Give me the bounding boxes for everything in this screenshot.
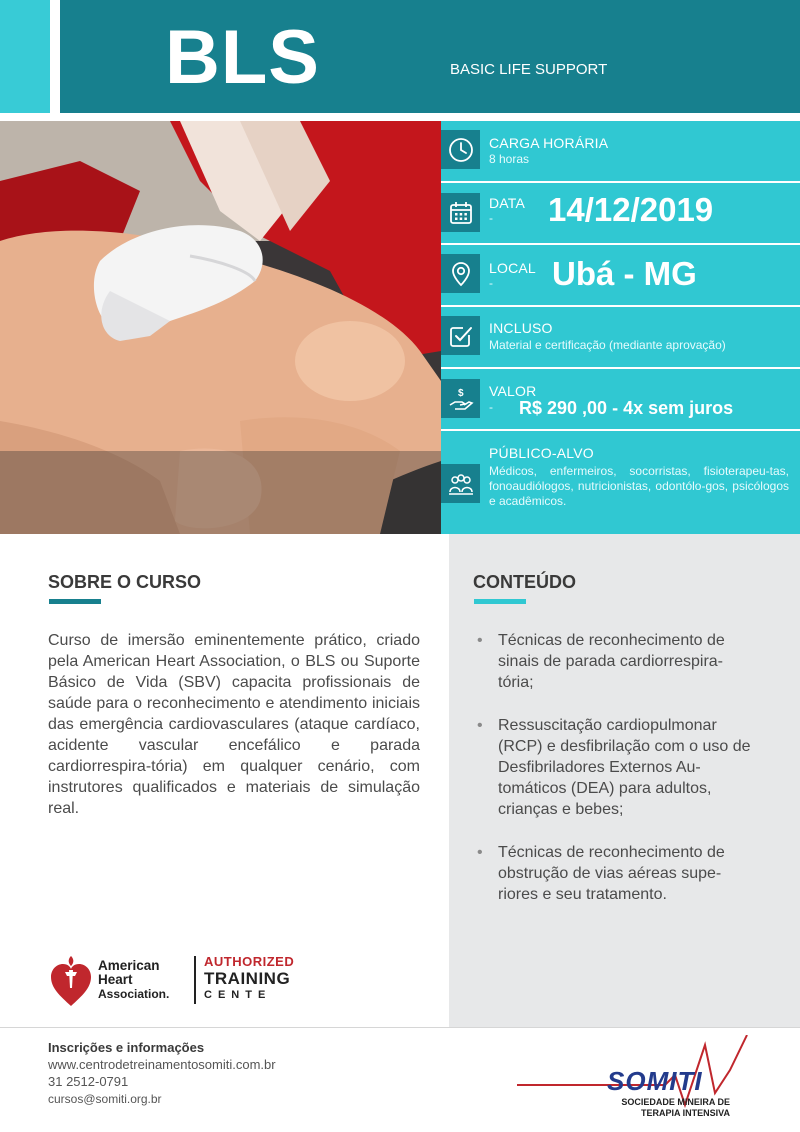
- page-subtitle: BASIC LIFE SUPPORT: [450, 61, 608, 78]
- course-info-panel: [441, 121, 800, 534]
- divider: [194, 956, 196, 1004]
- calendar-icon: [441, 193, 480, 232]
- footer-title: Inscrições e informações: [48, 1040, 205, 1055]
- info-sub: -: [489, 400, 493, 414]
- section-title-about: SOBRE O CURSO: [48, 572, 202, 592]
- section-underline: [474, 599, 526, 604]
- info-row-valor: [441, 369, 800, 431]
- aha-name-line: Association.: [98, 987, 170, 1001]
- money-hand-icon: [441, 379, 480, 418]
- info-label: LOCAL: [489, 260, 536, 276]
- somiti-subtitle: SOCIEDADE MINEIRA DE: [621, 1097, 730, 1107]
- header-accent-block: [0, 0, 50, 113]
- section-underline: [49, 599, 101, 604]
- content-list: [474, 630, 754, 927]
- aha-name-line: Heart: [98, 972, 133, 987]
- info-row-local: [441, 245, 800, 307]
- list-item: • Técnicas de reconhecimento de obstrução de vias aéreas supe-riores e seu tratamento.: [474, 842, 754, 905]
- clock-icon: [441, 130, 480, 169]
- people-icon: [441, 464, 480, 503]
- footer-divider: [0, 1027, 800, 1028]
- info-label: DATA: [489, 195, 526, 211]
- authorized-label: AUTHORIZED: [204, 954, 295, 969]
- section-title-content: CONTEÚDO: [473, 572, 576, 592]
- list-item: • Ressuscitação cardiopulmonar (RCP) e desfibrilação com o uso de Desfibriladores Externos Au-tomáticos (DEA) para adultos, crianças e bebes;: [474, 715, 754, 820]
- info-label: CARGA HORÁRIA: [489, 135, 609, 151]
- location-pin-icon: [441, 254, 480, 293]
- info-label: VALOR: [489, 383, 537, 399]
- svg-text:$: $: [457, 387, 464, 399]
- course-date: 14/12/2019: [548, 191, 714, 228]
- email-link[interactable]: cursos@somiti.org.br: [48, 1092, 162, 1106]
- page-title: BLS: [165, 15, 320, 100]
- info-value: 8 horas: [489, 152, 530, 166]
- info-value: Médicos, enfermeiros, socorristas, fisioterapeu-tas, fonoaudiólogos, nutricionistas, odontólo-gos, psicólogos e acadêmicos.: [489, 464, 789, 508]
- somiti-logo: [515, 1035, 755, 1125]
- info-row-publico-alvo: [441, 431, 800, 534]
- info-label: INCLUSO: [489, 320, 553, 336]
- checkmark-icon: [441, 316, 480, 355]
- center-label: CENTE: [204, 989, 272, 1001]
- aha-authorized-training-center-logo: [50, 954, 310, 1010]
- info-sub: -: [489, 276, 493, 290]
- list-item: • Técnicas de reconhecimento de sinais de parada cardiorrespira-tória;: [474, 630, 754, 693]
- info-row-carga-horaria: [441, 121, 800, 183]
- cpr-training-photo: [0, 121, 441, 534]
- info-value: Material e certificação (mediante aprovação): [489, 338, 726, 352]
- training-label: TRAINING: [204, 969, 291, 988]
- website-link[interactable]: www.centrodetreinamentosomiti.com.br: [48, 1057, 276, 1072]
- phone-number: 31 2512-0791: [48, 1074, 129, 1089]
- somiti-wordmark: SOMITI: [607, 1066, 703, 1096]
- about-text: Curso de imersão eminentemente prático, criado pela American Heart Association, o BLS ou Suporte Básico de Vida (SBV) capacita profissionais de saúde para o reconhecimento e atendimento iniciais das emergência cardiovasculares (ataque cardíaco, acidente vascular encefálico e parada cardiorrespira-tória) em qualquer cenário, com instrutores qualificados e materiais de simulação real.: [48, 632, 420, 817]
- info-row-data: [441, 183, 800, 245]
- info-sub: -: [489, 211, 493, 225]
- course-location: Ubá - MG: [552, 255, 697, 292]
- info-label: PÚBLICO-ALVO: [489, 445, 594, 461]
- aha-name: [98, 959, 188, 1001]
- somiti-subtitle: TERAPIA INTENSIVA: [640, 1108, 730, 1118]
- aha-name-line: American: [98, 958, 160, 973]
- course-price: R$ 290 ,00 - 4x sem juros: [519, 398, 734, 418]
- heart-torch-icon: [50, 956, 92, 1008]
- info-row-incluso: [441, 307, 800, 369]
